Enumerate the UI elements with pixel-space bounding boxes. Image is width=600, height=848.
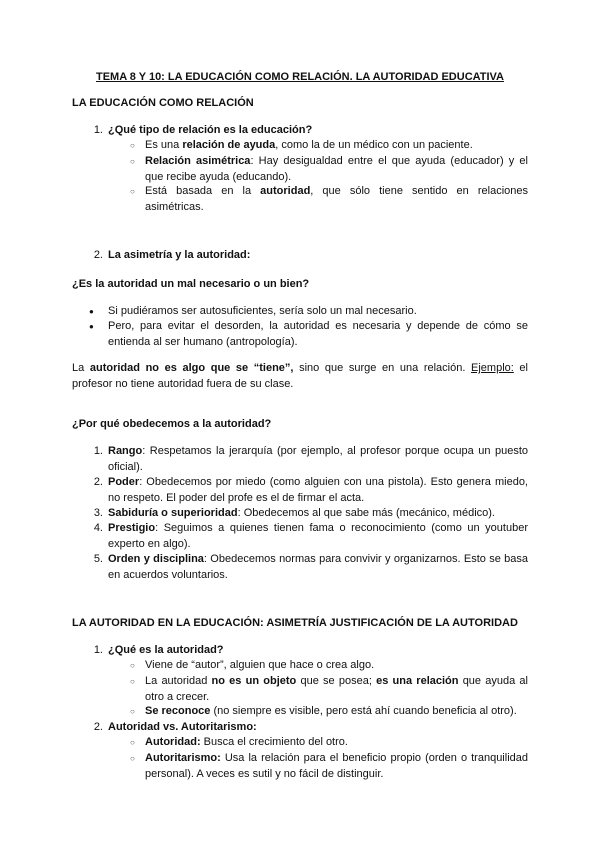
- circle-bullet-icon: ○: [130, 157, 135, 166]
- text: La autoridad: [145, 675, 212, 687]
- bold-text: ¿Qué es la autoridad?: [108, 644, 224, 656]
- bold-text: ¿Qué tipo de relación es la educación?: [108, 124, 313, 136]
- section-heading: [72, 616, 528, 632]
- bold-text: Poder: [108, 476, 140, 488]
- bold-text: La asimetría y la autoridad:: [108, 249, 251, 261]
- text: (no siempre es visible, pero está ahí cuando beneficia al otro).: [210, 705, 517, 717]
- bold-text: es una relación: [376, 675, 459, 687]
- text: : Obedecemos normas para convivir y organizarnos. Esto se basa en acuerdos voluntarios.: [108, 553, 529, 581]
- text: , que sólo tiene sentido en relaciones asimétricas.: [145, 185, 528, 213]
- text: que se posea;: [296, 675, 377, 687]
- bold-text: Se reconoce: [145, 705, 211, 717]
- bold-text: relación de ayuda: [182, 139, 276, 151]
- bold-text: Orden y disciplina: [108, 553, 204, 565]
- circle-bullet-icon: ○: [130, 141, 135, 150]
- text: Busca el crecimiento del otro.: [200, 736, 348, 748]
- list-number: 5.: [93, 553, 103, 565]
- list-item: [108, 506, 528, 522]
- section-heading: [72, 277, 528, 293]
- text: , como la de un médico con un paciente.: [275, 139, 473, 151]
- list-item: [145, 735, 528, 751]
- bullet-icon: ●: [89, 322, 94, 331]
- circle-bullet-icon: ○: [130, 187, 135, 196]
- list-item: [108, 248, 528, 264]
- bold-text: LA AUTORIDAD EN LA EDUCACIÓN: ASIMETRÍA JUSTIFICACIÓN DE LA AUTORIDAD: [72, 617, 518, 629]
- list-item: [145, 674, 528, 705]
- list-item: [108, 521, 528, 552]
- list-item: [145, 658, 528, 674]
- text: : Obedecemos por miedo (como alguien con una pistola). Esto genera miedo, no respeto. El poder del profe es el de firmar el acta.: [108, 476, 528, 504]
- list-item: [108, 123, 528, 139]
- bold-text: ¿Es la autoridad un mal necesario o un bien?: [72, 278, 310, 290]
- circle-bullet-icon: ○: [130, 661, 135, 670]
- text: La: [72, 362, 90, 374]
- bold-text: Autoridad:: [145, 736, 201, 748]
- circle-bullet-icon: ○: [130, 677, 135, 686]
- list-number: 3.: [93, 507, 103, 519]
- bold-text: Prestigio: [108, 522, 156, 534]
- bold-text: Relación asimétrica: [145, 155, 251, 167]
- bold-text: autoridad: [260, 185, 311, 197]
- paragraph: [72, 361, 528, 392]
- example-label: Ejemplo:: [471, 362, 514, 374]
- list-number: 2.: [93, 476, 103, 488]
- text: Usa la relación para el beneficio propio (orden o tranquilidad personal). A veces es sutil y no fácil de distinguir.: [145, 752, 528, 780]
- section-heading: [72, 96, 528, 112]
- text: Pero, para evitar el desorden, la autoridad es necesaria y depende de cómo se entienda al ser humano (antropología).: [108, 320, 528, 348]
- list-item: [108, 444, 528, 475]
- bold-text: Autoritarismo:: [145, 752, 221, 764]
- bold-text: no es un objeto: [211, 675, 297, 687]
- list-item: [145, 184, 528, 215]
- list-number: 1.: [93, 124, 103, 136]
- bold-text: ¿Por qué obedecemos a la autoridad?: [72, 418, 272, 430]
- list-item: [145, 154, 528, 185]
- text: : Respetamos la jerarquía (por ejemplo, al profesor porque ocupa un puesto oficial).: [108, 445, 528, 473]
- bold-text: autoridad no es algo que se “tiene”,: [89, 362, 294, 374]
- list-item: [145, 751, 528, 782]
- text: sino que surge en una relación.: [293, 362, 472, 374]
- text: : Hay desigualdad entre el que ayuda (educador) y el que recibe ayuda (educando).: [145, 155, 528, 183]
- text: : Seguimos a quienes tienen fama o reconocimiento (como un youtuber experto en algo).: [108, 522, 528, 550]
- text: Es una: [145, 139, 183, 151]
- text: : Obedecemos al que sabe más (mecánico, médico).: [237, 507, 495, 519]
- list-item: [108, 720, 528, 736]
- text: el profesor no tiene autoridad fuera de su clase.: [72, 362, 528, 390]
- list-item: [145, 138, 528, 154]
- list-number: 1.: [93, 445, 103, 457]
- list-item: [108, 552, 528, 583]
- circle-bullet-icon: ○: [130, 707, 135, 716]
- circle-bullet-icon: ○: [130, 754, 135, 763]
- bold-text: Rango: [108, 445, 143, 457]
- document-title: TEMA 8 Y 10: LA EDUCACIÓN COMO RELACIÓN. LA AUTORIDAD EDUCATIVA: [95, 71, 505, 83]
- list-item: [145, 704, 528, 720]
- text: que ayuda al otro a crecer.: [145, 675, 528, 703]
- text: Viene de “autor”, alguien que hace o crea algo.: [145, 659, 375, 671]
- list-item: [108, 304, 528, 320]
- bold-text: LA EDUCACIÓN COMO RELACIÓN: [72, 97, 254, 109]
- list-item: [108, 319, 528, 350]
- list-number: 1.: [93, 644, 103, 656]
- bold-text: Sabiduría o superioridad: [108, 507, 238, 519]
- circle-bullet-icon: ○: [130, 738, 135, 747]
- section-heading: [72, 417, 528, 433]
- list-item: [108, 643, 528, 659]
- list-item: [108, 475, 528, 506]
- list-number: 2.: [93, 721, 103, 733]
- list-number: 4.: [93, 522, 103, 534]
- list-number: 2.: [93, 249, 103, 261]
- text: Si pudiéramos ser autosuficientes, sería solo un mal necesario.: [108, 305, 417, 317]
- bullet-icon: ●: [89, 307, 94, 316]
- bold-text: Autoridad vs. Autoritarismo:: [108, 721, 257, 733]
- text: Está basada en la: [145, 185, 261, 197]
